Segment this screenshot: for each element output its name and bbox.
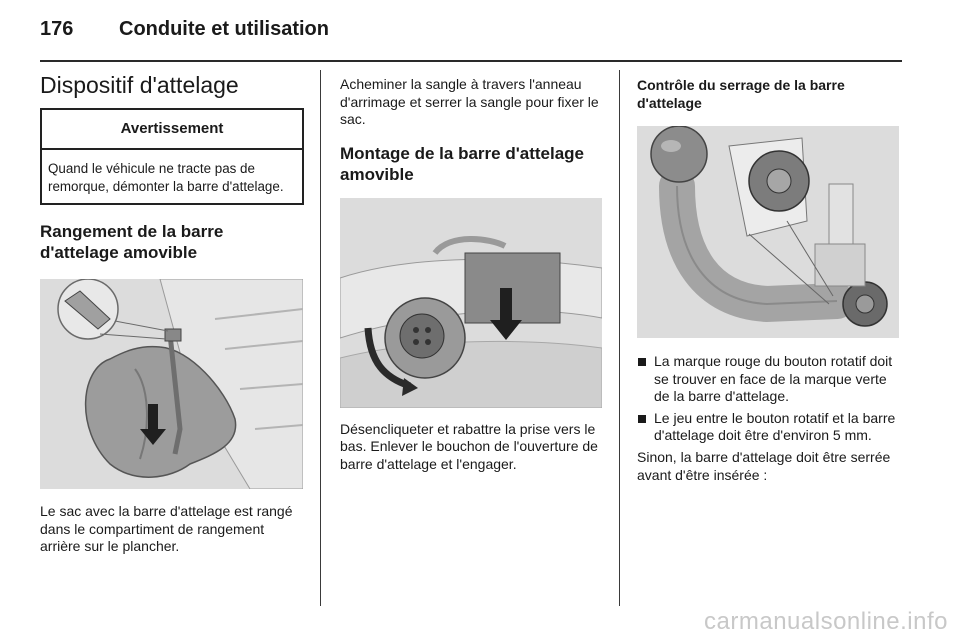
mount-heading: Montage de la barre d'attelage amovible xyxy=(340,143,584,184)
warning-title: Avertissement xyxy=(120,120,224,137)
mounting-illustration xyxy=(340,198,602,408)
check-heading: Contrôle du serrage de la barre d'attelage xyxy=(637,77,845,111)
bullet-square-icon xyxy=(638,415,646,423)
column-divider-2 xyxy=(619,70,620,606)
bullet-square-icon xyxy=(638,358,646,366)
page-number: 176 xyxy=(40,18,74,40)
tow-bar-illustration xyxy=(637,126,899,338)
section-title: Dispositif d'attelage xyxy=(40,72,239,98)
intro-text: Acheminer la sangle à travers l'anneau d'arrimage et serrer la sangle pour fixer le sac. xyxy=(340,76,599,128)
storage-heading: Rangement de la barre d'attelage amovible xyxy=(40,222,224,262)
column-left xyxy=(40,70,304,556)
warning-text: Quand le véhicule ne tracte pas de remorque, démonter la barre d'attelage. xyxy=(48,161,284,194)
list-item: La marque rouge du bouton rotatif doit se trouver en face de la marque verte de la barre d'attelage. xyxy=(637,353,903,406)
column-middle xyxy=(340,70,602,474)
header-rule xyxy=(40,60,902,62)
watermark: carmanualsonline.info xyxy=(704,608,948,635)
check-list xyxy=(637,353,903,445)
warning-box xyxy=(40,108,304,205)
chapter-title: Conduite et utilisation xyxy=(119,18,329,40)
list-item: Le jeu entre le bouton rotatif et la barre d'attelage doit être d'environ 5 mm. xyxy=(637,410,903,445)
storage-text: Le sac avec la barre d'attelage est rangé dans le compartiment de rangement arrière sur le plancher. xyxy=(40,503,293,555)
column-right xyxy=(637,70,903,484)
storage-illustration xyxy=(40,279,303,489)
mount-text: Désencliqueter et rabattre la prise vers le bas. Enlever le bouchon de l'ouverture de barre d'attelage et l'engager. xyxy=(340,420,598,472)
closing-text: Sinon, la barre d'attelage doit être serrée avant d'être insérée : xyxy=(637,448,891,483)
column-divider-1 xyxy=(320,70,321,606)
